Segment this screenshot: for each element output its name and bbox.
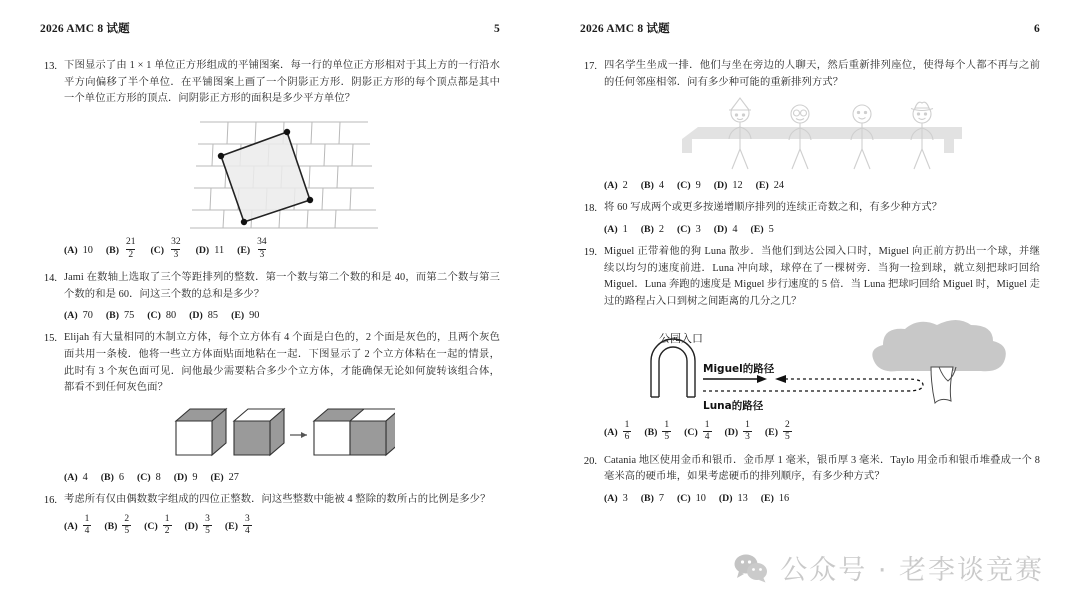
choice-15-c[interactable]: (C) 8 [136,472,161,484]
choice-14-b[interactable]: (B) 75 [105,310,135,322]
page-number-right: 6 [1034,23,1040,35]
choice-20-b[interactable]: (B) 7 [640,493,664,505]
question-13-choices [64,239,500,261]
question-14-choices [64,310,500,321]
question-18-choices [604,224,1040,235]
choice-16-b-fraction: $\frac{2}{5}$ [124,513,130,537]
question-13-number: 13. [43,61,57,72]
figure-four-students-on-bench [604,97,1040,173]
questions-left [40,58,500,538]
page-header-right [580,20,1040,36]
page-header-title-left: 2026 AMC 8 试题 [40,23,130,35]
choice-13-c[interactable] [150,239,182,261]
question-15-number: 15. [43,333,57,345]
choice-16-d-fraction: $\frac{3}{5}$ [205,513,210,537]
question-17-choices [604,180,1040,191]
choice-19-c-fraction: $\frac{1}{4}$ [704,419,710,443]
choice-17-d[interactable]: (D) 12 [713,180,743,192]
choice-18-a[interactable]: (A) 1 [604,224,628,236]
question-14-number: 14. [43,273,57,285]
choice-13-b[interactable] [106,239,138,261]
choice-17-c[interactable]: (C) 9 [676,180,701,192]
choice-13-e-label: (E) [237,244,251,256]
question-13-text: 下图显示了由 1 × 1 单位正方形组成的平铺图案．每一行的单位正方形相对于其上方的一行沿水平方向偏移了半个单位．在平铺图案上画了一个阴影正方形．阴影正方形的每个顶点都是其中一个单位正方形的顶点．问阴影正方形的面积是多少平方单位？ [64,60,500,105]
choice-16-c-fraction: $\frac{1}{2}$ [164,513,170,537]
watermark-text: 公众号 · 老李谈竞赛 [780,555,1044,586]
choice-16-e-fraction: $\frac{3}{4}$ [244,513,250,537]
choice-14-a[interactable]: (A) 70 [64,310,93,322]
choice-14-d[interactable]: (D) 85 [189,310,219,322]
question-16-choices [64,513,500,538]
choice-19-e[interactable]: (E) $\frac{2}{5}$ [764,419,790,443]
choice-19-c[interactable]: (C) $\frac{1}{4}$ [684,419,710,443]
choice-14-e[interactable]: (E) 90 [231,310,260,322]
choice-13-c-label: (C) [150,244,165,256]
question-16 [40,492,500,538]
page-number-left: 5 [494,23,500,35]
question-16-text: 考虑所有仅由偶数数字组成的四位正整数．问这些整数中能被 4 整除的数所占的比例是多少？ [64,494,491,506]
question-16-number: 16. [43,495,57,507]
choice-13-b-fraction: $\frac{21}{2}$ [125,237,136,260]
question-20-choices [604,493,1040,504]
choice-13-b-label: (B) [105,244,119,256]
choice-15-e[interactable]: (E) 27 [210,472,239,484]
choice-15-d[interactable]: (D) 9 [173,472,198,484]
choice-16-a-fraction: $\frac{1}{4}$ [84,513,90,537]
choice-18-d[interactable]: (D) 4 [713,224,738,236]
choice-13-e[interactable] [237,239,269,261]
question-19-text: Miguel 正带着他的狗 Luna 散步．当他们到达公园入口时，Miguel 向正前方扔出一个球，并继续以均匀的速度前进．Luna 冲向球，球停在了一棵树旁．当狗一捡到球，就立刻把球叼回给 Miguel．Luna 奔跑的速度是 Miguel 步行速度的 5 倍．当 Luna 把球叼回给 Miguel 时，Miguel 走过的路程占入口到树之间距离的几分之几？ [604,246,1040,308]
page-header-title-right: 2026 AMC 8 试题 [580,23,670,35]
question-17-text: 四名学生坐成一排．他们与坐在旁边的人聊天，然后重新排列座位，使得每个人都不再与之前的任何邻座相邻．问有多少种可能的重新排列方式？ [604,60,1040,88]
choice-19-b[interactable]: (B) $\frac{1}{5}$ [644,419,670,443]
question-20-text: Catania 地区使用金币和银币．金币厚 1 毫米，银币厚 3 毫米．Taylo 用金币和银币堆叠成一个 8 毫米高的硬币堆，如果考虑硬币的排列顺序，有多少种方式？ [604,454,1040,483]
choice-14-c[interactable]: (C) 80 [147,310,177,322]
figure-brick-tiling-shaded-square [64,114,500,232]
question-15-text: Elijah 有大量相同的木制立方体，每个立方体有 4 个面是白色的，2 个面是灰色的，且两个灰色面共用一条棱．他将一些立方体面贴面地粘在一起．下图显示了 2 个立方体粘在一起的情景，此时有 3 个灰色面可见．问他最少需要粘合多少个立方体，才能确保无论如何旋转该组合体，都看不到任何灰色面？ [64,332,500,394]
choice-16-b[interactable]: (B) $\frac{2}{5}$ [104,513,130,537]
question-19-number: 19. [583,247,597,259]
choice-13-d[interactable] [196,245,225,256]
choice-15-b[interactable]: (B) 6 [100,472,124,484]
choice-19-d-fraction: $\frac{1}{3}$ [745,419,750,443]
choice-19-a-fraction: $\frac{1}{6}$ [624,419,630,443]
choice-13-d-label: (D) [195,244,210,256]
choice-13-a-value: 10 [82,244,93,256]
question-18-number: 18. [583,203,597,215]
choice-20-d[interactable]: (D) 13 [718,493,748,505]
question-14 [40,270,500,321]
page-header-left [40,20,500,36]
question-18-text: 将 60 写成两个或更多按递增顺序排列的连续正奇数之和，有多少种方式？ [604,202,943,214]
choice-13-a[interactable] [64,245,93,256]
question-14-text: Jami 在数轴上选取了三个等距排列的整数．第一个数与第二个数的和是 40，而第二个数与第三个数的和是 60．问这三个数的总和是多少？ [64,272,500,300]
choice-17-a[interactable]: (A) 2 [604,180,628,192]
question-15 [40,330,500,483]
choice-16-c[interactable]: (C) $\frac{1}{2}$ [144,513,170,537]
choice-13-c-fraction: $\frac{32}{3}$ [171,237,181,260]
choice-19-a[interactable]: (A) $\frac{1}{6}$ [604,419,630,443]
choice-16-a[interactable]: (A) $\frac{1}{4}$ [64,513,90,537]
question-19 [580,244,1040,444]
choice-16-e[interactable]: (E) $\frac{3}{4}$ [224,513,250,537]
question-17 [580,58,1040,191]
choice-16-d[interactable]: (D) $\frac{3}{5}$ [184,513,210,537]
choice-19-e-fraction: $\frac{2}{5}$ [784,419,790,443]
choice-19-b-fraction: $\frac{1}{5}$ [664,419,670,443]
label-miguel-path: Miguel的路径 [703,362,775,375]
figure-two-cubes-joined [64,403,500,465]
choice-13-e-fraction: $\frac{34}{3}$ [257,237,267,260]
choice-18-b[interactable]: (B) 2 [640,224,664,236]
wechat-icon [734,553,768,583]
page-right [540,0,1080,609]
wechat-watermark [734,548,1044,587]
choice-17-b[interactable]: (B) 4 [640,180,664,192]
figure-park-path-diagram [604,317,1040,415]
choice-18-e[interactable]: (E) 5 [750,224,774,236]
choice-20-e[interactable]: (E) 16 [760,493,790,505]
choice-17-e[interactable]: (E) 24 [755,180,785,192]
choice-13-a-label: (A) [64,244,78,256]
question-17-number: 17. [583,61,597,72]
question-20 [580,453,1040,504]
label-park-entrance: 公园入口 [659,331,703,345]
choice-19-d[interactable]: (D) $\frac{1}{3}$ [724,419,750,443]
choice-18-c[interactable]: (C) 3 [676,224,701,236]
question-20-number: 20. [583,455,597,467]
choice-20-c[interactable]: (C) 10 [676,493,706,505]
choice-13-d-value: 11 [214,244,225,256]
questions-right [580,58,1040,504]
choice-15-a[interactable]: (A) 4 [64,472,88,484]
question-19-choices [604,419,1040,444]
label-luna-path: Luna的路径 [703,399,764,412]
choice-20-a[interactable]: (A) 3 [604,493,628,505]
question-13 [40,58,500,261]
question-18 [580,200,1040,235]
question-15-choices [64,472,500,483]
